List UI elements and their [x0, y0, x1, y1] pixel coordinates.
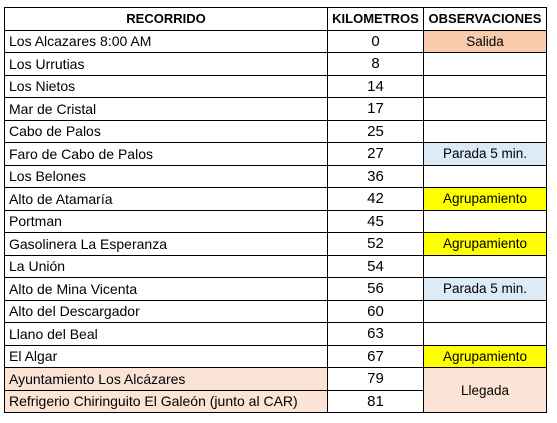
place-cell: Alto de Mina Vicenta [5, 278, 328, 301]
km-cell: 60 [328, 300, 424, 323]
place-cell: Ayuntamiento Los Alcázares [5, 368, 328, 391]
header-kilometros: KILOMETROS [328, 8, 424, 31]
table-row [5, 233, 547, 256]
place-cell: Los Belones [5, 165, 328, 188]
place-cell: Alto del Descargador [5, 300, 328, 323]
place-cell: Llano del Beal [5, 323, 328, 346]
km-cell: 17 [328, 98, 424, 121]
obs-cell [424, 75, 547, 98]
km-cell: 8 [328, 53, 424, 76]
header-row [5, 8, 547, 31]
table-row [5, 75, 547, 98]
table-row [5, 323, 547, 346]
table-row [5, 53, 547, 76]
place-cell: Cabo de Palos [5, 120, 328, 143]
km-cell: 0 [328, 30, 424, 53]
table-row [5, 368, 547, 391]
table-row [5, 98, 547, 121]
place-cell: Los Alcazares 8:00 AM [5, 30, 328, 53]
route-table [4, 7, 547, 413]
km-cell: 56 [328, 278, 424, 301]
obs-cell: Agrupamiento [424, 233, 547, 256]
km-cell: 52 [328, 233, 424, 256]
obs-cell-llegada: Llegada [424, 368, 547, 413]
place-cell: Faro de Cabo de Palos [5, 143, 328, 166]
obs-cell [424, 323, 547, 346]
obs-cell [424, 165, 547, 188]
km-cell: 63 [328, 323, 424, 346]
table-row [5, 300, 547, 323]
obs-cell [424, 53, 547, 76]
header-observaciones: OBSERVACIONES [424, 8, 547, 31]
obs-cell [424, 120, 547, 143]
table-row [5, 30, 547, 53]
place-cell: Portman [5, 210, 328, 233]
place-cell: Alto de Atamaría [5, 188, 328, 211]
table-row [5, 255, 547, 278]
header-recorrido: RECORRIDO [5, 8, 328, 31]
km-cell: 42 [328, 188, 424, 211]
km-cell: 27 [328, 143, 424, 166]
km-cell: 79 [328, 368, 424, 391]
km-cell: 45 [328, 210, 424, 233]
place-cell: Refrigerio Chiringuito El Galeón (junto al CAR) [5, 390, 328, 413]
obs-cell: Salida [424, 30, 547, 53]
obs-cell [424, 255, 547, 278]
table-row [5, 143, 547, 166]
km-cell: 25 [328, 120, 424, 143]
obs-cell: Parada 5 min. [424, 278, 547, 301]
obs-cell [424, 98, 547, 121]
obs-cell: Parada 5 min. [424, 143, 547, 166]
obs-cell [424, 210, 547, 233]
place-cell: Los Nietos [5, 75, 328, 98]
place-cell: El Algar [5, 345, 328, 368]
obs-cell: Agrupamiento [424, 188, 547, 211]
km-cell: 14 [328, 75, 424, 98]
place-cell: Mar de Cristal [5, 98, 328, 121]
place-cell: Gasolinera La Esperanza [5, 233, 328, 256]
table-row [5, 278, 547, 301]
table-row [5, 188, 547, 211]
km-cell: 81 [328, 390, 424, 413]
table-row [5, 345, 547, 368]
place-cell: La Unión [5, 255, 328, 278]
table-row [5, 120, 547, 143]
km-cell: 54 [328, 255, 424, 278]
table-row [5, 165, 547, 188]
km-cell: 67 [328, 345, 424, 368]
place-cell: Los Urrutias [5, 53, 328, 76]
km-cell: 36 [328, 165, 424, 188]
obs-cell [424, 300, 547, 323]
obs-cell: Agrupamiento [424, 345, 547, 368]
table-row [5, 210, 547, 233]
